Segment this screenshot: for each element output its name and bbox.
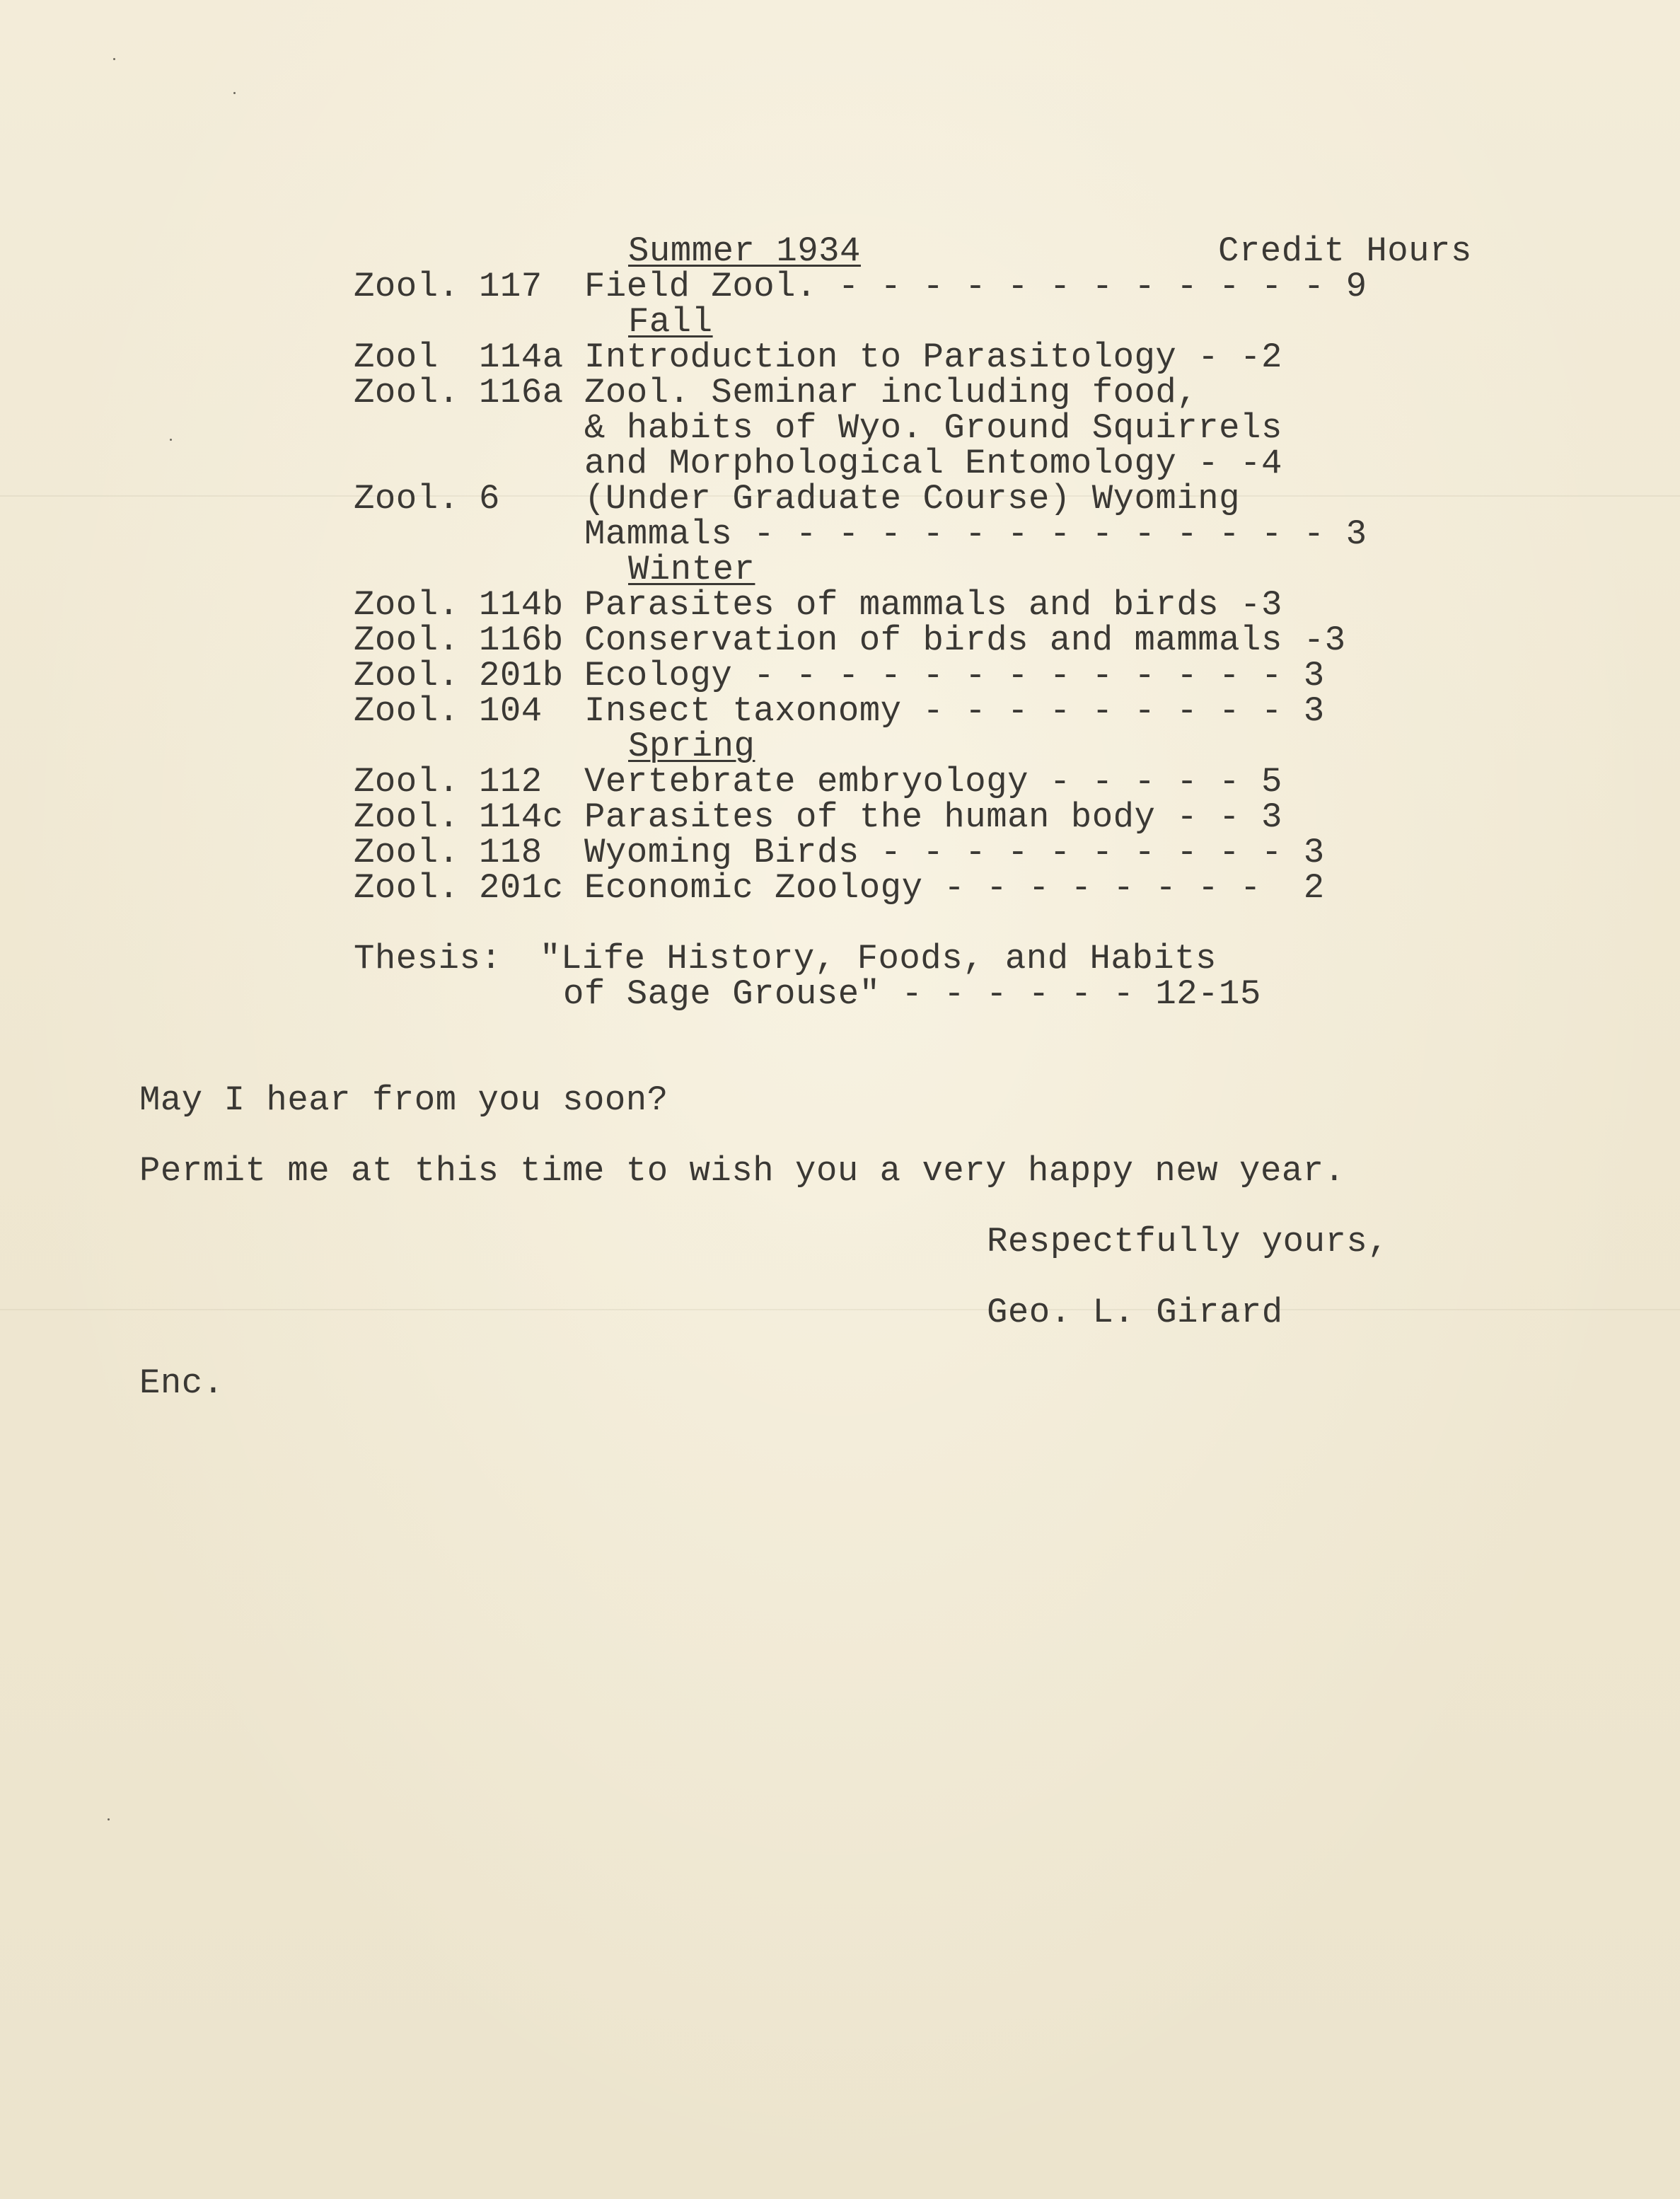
course-entry: Ecology - - - - - - - - - - - - - 3	[584, 656, 1325, 696]
course-number: 114a	[479, 337, 564, 377]
thesis-title-continued: of Sage Grouse" - - - - - - 12-15	[563, 974, 1261, 1014]
course-entry: Parasites of the human body - - 3	[584, 797, 1282, 837]
paper-speck	[170, 439, 172, 441]
course-entry: Insect taxonomy - - - - - - - - - 3	[584, 691, 1325, 731]
course-number: 116a	[479, 373, 564, 412]
course-dept: Zool.	[354, 691, 460, 731]
paper-speck	[113, 58, 115, 60]
course-number: 201c	[479, 868, 564, 908]
course-entry-continued: Mammals - - - - - - - - - - - - - - 3	[584, 514, 1367, 554]
signature-name: Geo. L. Girard	[987, 1293, 1283, 1332]
course-dept: Zool.	[354, 621, 460, 660]
course-number: 112	[479, 762, 543, 802]
course-number: 116b	[479, 621, 564, 660]
course-number: 114b	[479, 585, 564, 625]
course-entry-continued: and Morphological Entomology - -4	[584, 444, 1282, 483]
paper-speck	[233, 92, 236, 94]
term-heading-spring: Spring	[628, 727, 755, 766]
course-entry: Vertebrate embryology - - - - - 5	[584, 762, 1282, 802]
complimentary-close: Respectfully yours,	[987, 1222, 1389, 1262]
thesis-label: Thesis:	[354, 939, 502, 979]
term-heading-fall: Fall	[628, 302, 713, 342]
body-paragraph: May I hear from you soon?	[139, 1080, 668, 1120]
course-entry: Conservation of birds and mammals -3	[584, 621, 1346, 660]
course-dept: Zool.	[354, 868, 460, 908]
term-heading-summer: Summer 1934	[628, 231, 861, 271]
course-dept: Zool.	[354, 833, 460, 872]
course-dept: Zool.	[354, 797, 460, 837]
credit-hours-heading: Credit Hours	[1218, 231, 1472, 271]
course-entry: Introduction to Parasitology - -2	[584, 337, 1282, 377]
paper-fold	[0, 1309, 1680, 1310]
course-dept: Zool.	[354, 267, 460, 306]
enclosure-note: Enc.	[139, 1363, 224, 1403]
course-number: 117	[479, 267, 543, 306]
thesis-title: "Life History, Foods, and Habits	[540, 939, 1217, 979]
course-dept: Zool.	[354, 373, 460, 412]
body-paragraph: Permit me at this time to wish you a very happy new year.	[139, 1151, 1345, 1191]
course-dept: Zool.	[354, 585, 460, 625]
course-entry: Field Zool. - - - - - - - - - - - - 9	[584, 267, 1367, 306]
course-number: 118	[479, 833, 543, 872]
course-dept: Zool.	[354, 479, 460, 519]
paper-speck	[108, 1818, 110, 1820]
course-entry: Parasites of mammals and birds -3	[584, 585, 1282, 625]
course-dept: Zool.	[354, 656, 460, 696]
course-number: 201b	[479, 656, 564, 696]
course-dept: Zool.	[354, 762, 460, 802]
course-number: 6	[479, 479, 500, 519]
course-number: 114c	[479, 797, 564, 837]
course-dept: Zool	[354, 337, 439, 377]
course-entry: Wyoming Birds - - - - - - - - - - 3	[584, 833, 1325, 872]
course-entry-continued: & habits of Wyo. Ground Squirrels	[584, 408, 1282, 448]
course-entry: Economic Zoology - - - - - - - - 2	[584, 868, 1325, 908]
course-entry: (Under Graduate Course) Wyoming	[584, 479, 1241, 519]
term-heading-winter: Winter	[628, 550, 755, 589]
course-number: 104	[479, 691, 543, 731]
course-entry: Zool. Seminar including food,	[584, 373, 1198, 412]
